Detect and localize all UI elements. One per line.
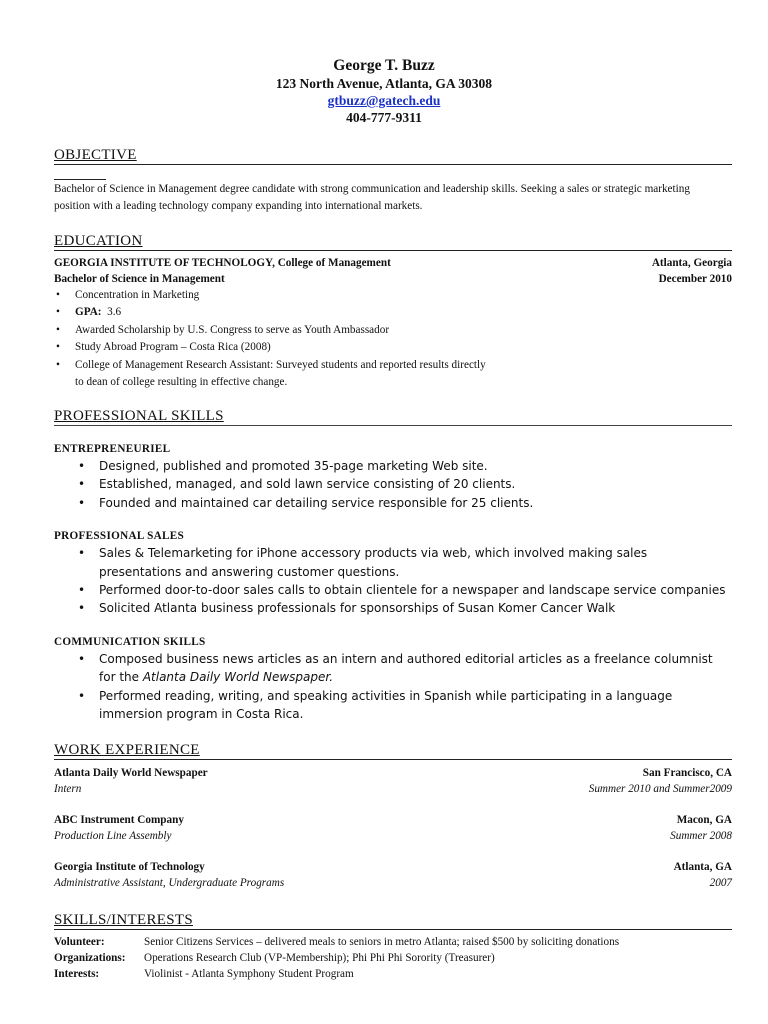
list-item: • Solicited Atlanta business professionals for sponsorships of Susan Komer Cancer Walk [54, 599, 732, 617]
jobs-list [54, 765, 732, 891]
job-location: San Francisco, CA [642, 767, 732, 779]
objective-heading: OBJECTIVE [54, 147, 732, 165]
education-degree-row [54, 271, 732, 287]
job-entry [54, 765, 732, 798]
interest-label: Volunteer: [54, 936, 105, 948]
entrepreneurial-heading: ENTREPRENEURIEL [54, 443, 171, 455]
job-role: Production Line Assembly [54, 830, 172, 843]
degree-name: Bachelor of Science in Management [54, 273, 225, 285]
school-location: Atlanta, Georgia [651, 257, 732, 269]
job-role: Administrative Assistant, Undergraduate Programs [54, 877, 285, 890]
candidate-address: 123 North Avenue, Atlanta, GA 30308 [275, 76, 493, 91]
candidate-phone: 404-777-9311 [346, 110, 422, 125]
communication-skills-list [54, 650, 732, 724]
professional-sales-list [54, 544, 732, 618]
list-item: • Established, managed, and sold lawn service consisting of 20 clients. [54, 475, 732, 493]
work-experience-heading: WORK EXPERIENCE [54, 742, 732, 760]
candidate-email-link[interactable]: gtbuzz@gatech.edu [327, 93, 441, 108]
education-heading: EDUCATION [54, 233, 732, 251]
degree-date: December 2010 [658, 273, 732, 285]
professional-skills-section [54, 408, 732, 723]
objective-divider [54, 179, 106, 180]
interest-label: Organizations: [54, 952, 126, 964]
interest-value: Senior Citizens Services – delivered meals to seniors in metro Atlanta; raised $500 by soliciting donations [144, 936, 620, 948]
list-item: • Performed reading, writing, and speaking activities in Spanish while participating in a language immersion program in Costa Rica. [54, 687, 732, 724]
skills-interests-heading: SKILLS/INTERESTS [54, 912, 732, 930]
professional-skills-heading: PROFESSIONAL SKILLS [54, 408, 732, 426]
list-item: • Designed, published and promoted 35-page marketing Web site. [54, 457, 732, 475]
list-item: • Concentration in Marketing [54, 287, 732, 304]
job-location: Atlanta, GA [673, 860, 732, 873]
interest-row [54, 950, 732, 966]
job-location: Macon, GA [676, 813, 732, 826]
education-bullets [54, 287, 732, 391]
objective-text: Bachelor of Science in Management degree candidate with strong communication and leadership skills. Seeking a sales or strategic marketing position with a leading technology company expanding into international markets. [54, 183, 690, 212]
interest-row [54, 934, 732, 950]
objective-section [54, 147, 732, 214]
interest-label: Interests: [54, 968, 100, 980]
job-employer: Atlanta Daily World Newspaper [54, 767, 208, 779]
list-item: • Composed business news articles as an intern and authored editorial articles as a freelance columnist for the Atlanta Daily World Newspaper. [54, 650, 732, 687]
job-dates: Summer 2010 and Summer2009 [588, 783, 732, 796]
resume-header [0, 56, 768, 126]
list-item: • Sales & Telemarketing for iPhone accessory products via web, which involved making sales presentations and answering customer questions. [54, 544, 732, 581]
professional-sales-heading: PROFESSIONAL SALES [54, 530, 185, 543]
candidate-name: George T. Buzz [333, 57, 435, 74]
education-school-row [54, 255, 732, 271]
job-role: Intern [54, 783, 82, 796]
list-item: • Study Abroad Program – Costa Rica (2008) [54, 339, 732, 356]
job-employer: ABC Instrument Company [54, 813, 184, 826]
list-item: • GPA: 3.6 [54, 304, 732, 321]
job-dates: Summer 2008 [670, 830, 732, 843]
skills-interests-rows [54, 934, 732, 982]
skills-interests-section [54, 912, 732, 982]
interest-value: Operations Research Club (VP-Membership); Phi Phi Phi Sorority (Treasurer) [144, 952, 495, 964]
list-item: • Founded and maintained car detailing service responsible for 25 clients. [54, 494, 732, 512]
job-entry [54, 859, 732, 892]
school-name: GEORGIA INSTITUTE OF TECHNOLOGY, College of Management [54, 257, 391, 269]
job-dates: 2007 [709, 877, 732, 890]
list-item: • Awarded Scholarship by U.S. Congress to serve as Youth Ambassador [54, 322, 732, 339]
list-item: • College of Management Research Assistant: Surveyed students and reported results directly to dean of college resulting in effective change. [54, 357, 732, 392]
communication-skills-heading: COMMUNICATION SKILLS [54, 635, 206, 648]
job-entry [54, 812, 732, 845]
work-experience-section [54, 742, 732, 905]
education-section [54, 233, 732, 391]
list-item: • Performed door-to-door sales calls to obtain clientele for a newspaper and landscape service companies [54, 581, 732, 599]
interest-row [54, 966, 732, 982]
interest-value: Violinist - Atlanta Symphony Student Program [144, 968, 354, 980]
entrepreneurial-list [54, 457, 732, 512]
job-employer: Georgia Institute of Technology [54, 860, 205, 873]
